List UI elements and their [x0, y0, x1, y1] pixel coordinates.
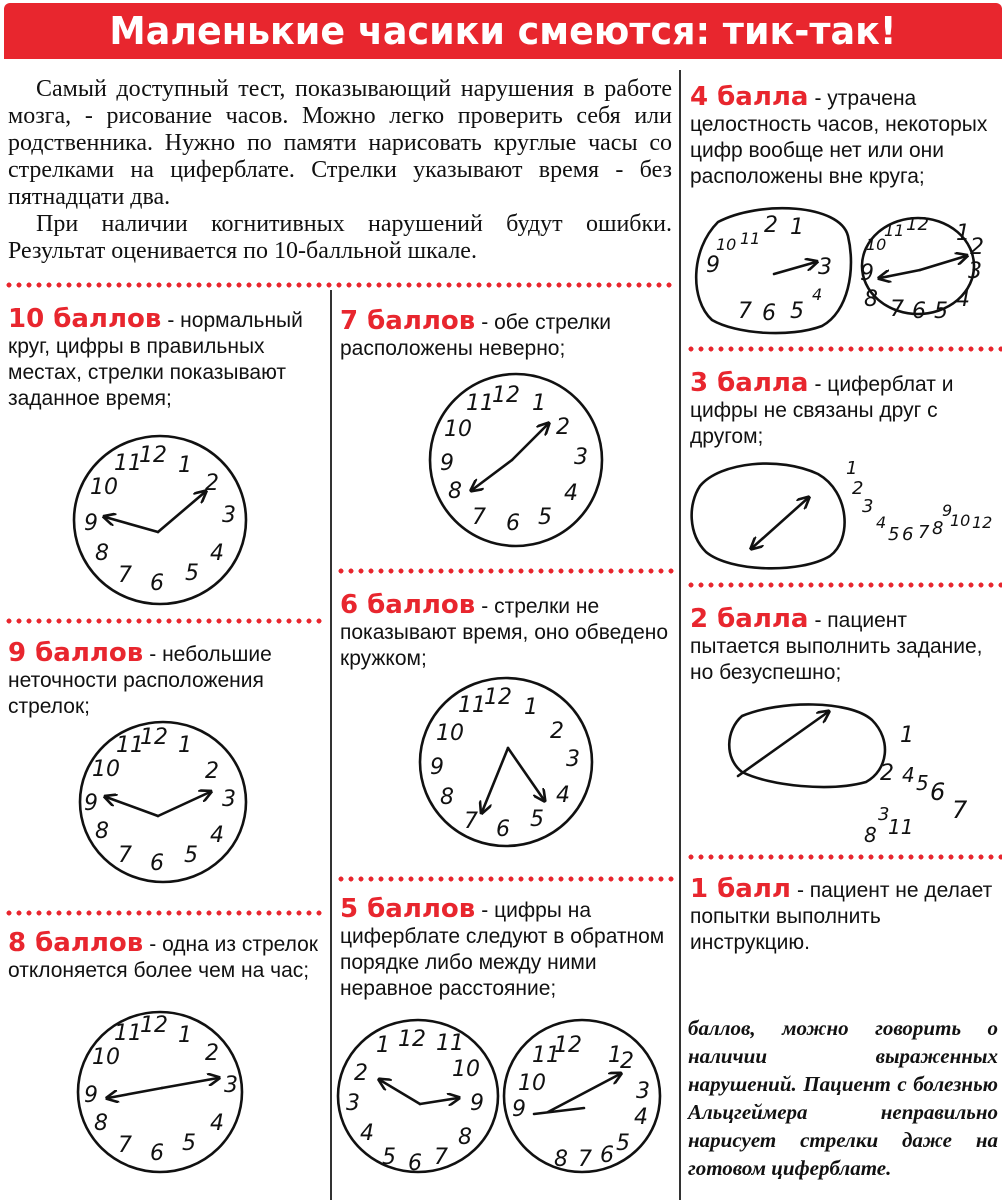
svg-text:3: 3	[818, 255, 832, 280]
clock-icon	[692, 458, 993, 568]
svg-text:10: 10	[436, 721, 464, 746]
svg-text:11: 11	[114, 1021, 142, 1046]
svg-text:5: 5	[934, 299, 948, 324]
svg-text:11: 11	[116, 733, 144, 758]
svg-text:6: 6	[150, 1141, 164, 1166]
svg-text:9: 9	[84, 511, 98, 536]
clock-icon	[338, 1020, 498, 1176]
svg-text:5: 5	[185, 561, 199, 586]
svg-text:3: 3	[862, 496, 874, 517]
svg-text:12: 12	[139, 443, 167, 468]
svg-text:4: 4	[876, 513, 887, 532]
svg-text:4: 4	[210, 1111, 224, 1136]
svg-text:12: 12	[554, 1033, 582, 1058]
svg-text:11: 11	[458, 693, 486, 718]
svg-text:10: 10	[444, 417, 472, 442]
svg-text:4: 4	[634, 1105, 648, 1130]
svg-text:2: 2	[205, 1041, 219, 1066]
svg-text:2: 2	[550, 719, 564, 744]
svg-text:9: 9	[84, 1083, 98, 1108]
svg-text:6: 6	[902, 524, 914, 545]
score-6-label: 6 баллов	[340, 590, 476, 620]
svg-text:7: 7	[952, 796, 968, 824]
svg-text:5: 5	[530, 807, 544, 832]
score-4-text: - утрачена целостность часов, некоторых цифр вообще нет или они расположены вне круга;	[690, 87, 988, 188]
score-9-text: - небольшие неточности расположения стрелок;	[8, 643, 272, 718]
svg-text:9: 9	[860, 261, 874, 286]
svg-text:6: 6	[912, 299, 926, 324]
svg-text:8: 8	[94, 1111, 108, 1136]
page-title: Маленькие часики смеются: тик-так!	[109, 9, 897, 53]
svg-text:8: 8	[95, 819, 109, 844]
score-8-label: 8 баллов	[8, 928, 144, 958]
svg-text:2: 2	[970, 235, 984, 260]
svg-text:1: 1	[900, 723, 914, 748]
svg-text:2: 2	[620, 1049, 634, 1074]
svg-text:9: 9	[430, 755, 444, 780]
clock-icon	[74, 436, 246, 604]
svg-text:8: 8	[458, 1125, 472, 1150]
svg-text:4: 4	[210, 823, 224, 848]
score-8-text: - одна из стрелок отклоняется более чем на час;	[8, 933, 318, 982]
svg-text:5: 5	[538, 505, 552, 530]
svg-text:6: 6	[506, 511, 520, 536]
score-3-label: 3 балла	[690, 368, 809, 398]
svg-text:1: 1	[790, 215, 804, 240]
svg-text:12: 12	[492, 383, 520, 408]
svg-text:9: 9	[942, 501, 953, 520]
clock-icon	[504, 1020, 660, 1172]
svg-text:2: 2	[852, 478, 864, 499]
clock-icon	[860, 214, 984, 324]
svg-text:5: 5	[616, 1131, 630, 1156]
score-4-label: 4 балла	[690, 82, 809, 112]
svg-text:6: 6	[150, 851, 164, 876]
svg-text:2: 2	[354, 1061, 368, 1086]
clock-icon	[430, 374, 602, 546]
svg-text:8: 8	[932, 518, 944, 539]
clock-icon	[420, 678, 592, 846]
svg-text:12: 12	[972, 513, 993, 532]
svg-text:3: 3	[968, 259, 982, 284]
intro-paragraph-2: При наличии когнитивных нарушений будут ошибки. Результат оценивается по 10-балльной шкале.	[8, 211, 672, 264]
svg-text:6: 6	[600, 1143, 614, 1168]
svg-text:6: 6	[408, 1151, 422, 1176]
svg-text:4: 4	[902, 763, 915, 787]
svg-text:1: 1	[532, 391, 546, 416]
svg-text:8: 8	[864, 823, 877, 847]
svg-text:5: 5	[182, 1131, 196, 1156]
svg-text:4: 4	[956, 287, 970, 312]
svg-text:6: 6	[930, 778, 946, 806]
svg-text:7: 7	[118, 843, 132, 868]
svg-text:4: 4	[812, 285, 823, 304]
svg-text:7: 7	[434, 1145, 448, 1170]
score-1-label: 1 балл	[690, 874, 791, 904]
svg-text:2: 2	[764, 213, 778, 238]
svg-text:8: 8	[554, 1147, 568, 1172]
svg-text:5: 5	[184, 843, 198, 868]
svg-text:3: 3	[566, 747, 580, 772]
svg-text:5: 5	[790, 299, 804, 324]
svg-text:1: 1	[178, 453, 192, 478]
score-2-label: 2 балла	[690, 604, 809, 634]
svg-text:10: 10	[452, 1057, 480, 1082]
svg-text:10: 10	[716, 235, 737, 254]
svg-text:1: 1	[178, 1023, 192, 1048]
svg-text:7: 7	[918, 522, 930, 543]
score-1-text: - пациент не делает попытки выполнить инструкцию.	[690, 879, 993, 954]
svg-text:7: 7	[738, 299, 752, 324]
svg-text:4: 4	[210, 541, 224, 566]
svg-text:3: 3	[636, 1079, 650, 1104]
score-6-text: - стрелки не показывают время, оно обведено кружком;	[340, 595, 669, 670]
conclusion-text: баллов, можно говорить о наличии выраженных нарушений. Пациент с болезнью Альцгеймера неправильно нарисует стрелки даже на готовом циферблате.	[688, 1016, 998, 1180]
svg-text:10: 10	[92, 1045, 120, 1070]
svg-text:11: 11	[114, 451, 142, 476]
clock-icon	[78, 1012, 242, 1172]
svg-text:12: 12	[906, 214, 929, 235]
svg-text:10: 10	[518, 1071, 546, 1096]
svg-text:9: 9	[470, 1091, 484, 1116]
svg-text:7: 7	[578, 1147, 592, 1172]
svg-text:4: 4	[360, 1121, 374, 1146]
svg-text:6: 6	[762, 301, 776, 326]
svg-text:11: 11	[532, 1043, 560, 1068]
svg-text:11: 11	[740, 229, 761, 248]
svg-text:3: 3	[878, 804, 890, 825]
svg-text:1: 1	[956, 221, 970, 246]
svg-text:2: 2	[205, 471, 219, 496]
svg-text:7: 7	[464, 809, 478, 834]
svg-text:10: 10	[90, 475, 118, 500]
svg-text:11: 11	[884, 221, 905, 240]
svg-text:5: 5	[382, 1145, 396, 1170]
svg-text:9: 9	[84, 791, 98, 816]
svg-text:9: 9	[706, 253, 720, 278]
svg-text:7: 7	[472, 505, 486, 530]
svg-text:11: 11	[888, 815, 914, 839]
svg-text:1: 1	[524, 695, 538, 720]
svg-text:8: 8	[95, 541, 109, 566]
svg-text:3: 3	[574, 445, 588, 470]
clock-icon	[80, 722, 246, 882]
score-3-text: - циферблат и цифры не связаны друг с другом;	[690, 373, 954, 448]
score-7-text: - обе стрелки расположены неверно;	[340, 311, 612, 360]
svg-text:10: 10	[950, 511, 971, 530]
intro-paragraph-1: Самый доступный тест, показывающий нарушения в работе мозга, - рисование часов. Можно легко проверить себя или родственника. Нужно по памяти нарисовать круглые часы со стрелками на циферблате. Стрелки указывают время - без пятнадцати два.	[8, 76, 672, 210]
svg-text:12: 12	[484, 685, 512, 710]
svg-text:9: 9	[512, 1097, 526, 1122]
clock-icon	[729, 704, 968, 847]
svg-text:8: 8	[448, 479, 462, 504]
svg-text:9: 9	[440, 451, 454, 476]
svg-text:8: 8	[440, 785, 454, 810]
score-5-text: - цифры на циферблате следуют в обратном порядке либо между ними неравное расстояние;	[340, 899, 665, 1000]
svg-text:3: 3	[224, 1073, 238, 1098]
svg-text:4: 4	[564, 481, 578, 506]
svg-text:10: 10	[92, 757, 120, 782]
svg-text:6: 6	[150, 571, 164, 596]
svg-text:7: 7	[890, 297, 904, 322]
svg-text:12: 12	[398, 1027, 426, 1052]
score-7-label: 7 баллов	[340, 306, 476, 336]
score-9-label: 9 баллов	[8, 638, 144, 668]
clock-icon	[696, 208, 851, 333]
score-10-label: 10 баллов	[8, 304, 162, 334]
svg-text:2: 2	[556, 415, 570, 440]
svg-text:3: 3	[222, 503, 236, 528]
svg-text:2: 2	[880, 761, 894, 786]
svg-text:6: 6	[496, 817, 510, 842]
svg-text:4: 4	[556, 783, 570, 808]
svg-text:7: 7	[118, 1133, 132, 1158]
svg-text:12: 12	[140, 725, 168, 750]
score-10-text: - нормальный круг, цифры в правильных местах, стрелки показывают заданное время;	[8, 309, 303, 410]
svg-text:1: 1	[846, 458, 858, 479]
svg-text:8: 8	[864, 287, 878, 312]
svg-text:11: 11	[436, 1031, 464, 1056]
svg-text:1: 1	[178, 733, 192, 758]
svg-text:2: 2	[205, 759, 219, 784]
svg-text:5: 5	[888, 524, 900, 545]
svg-text:10: 10	[866, 235, 887, 254]
svg-text:11: 11	[466, 391, 494, 416]
svg-text:1: 1	[376, 1033, 390, 1058]
score-2-text: - пациент пытается выполнить задание, но безуспешно;	[690, 609, 983, 684]
svg-text:5: 5	[916, 771, 929, 795]
score-5-label: 5 баллов	[340, 894, 476, 924]
svg-text:7: 7	[118, 563, 132, 588]
svg-text:3: 3	[222, 787, 236, 812]
svg-text:12: 12	[140, 1013, 168, 1038]
svg-text:3: 3	[346, 1091, 360, 1116]
svg-text:1: 1	[608, 1043, 622, 1068]
